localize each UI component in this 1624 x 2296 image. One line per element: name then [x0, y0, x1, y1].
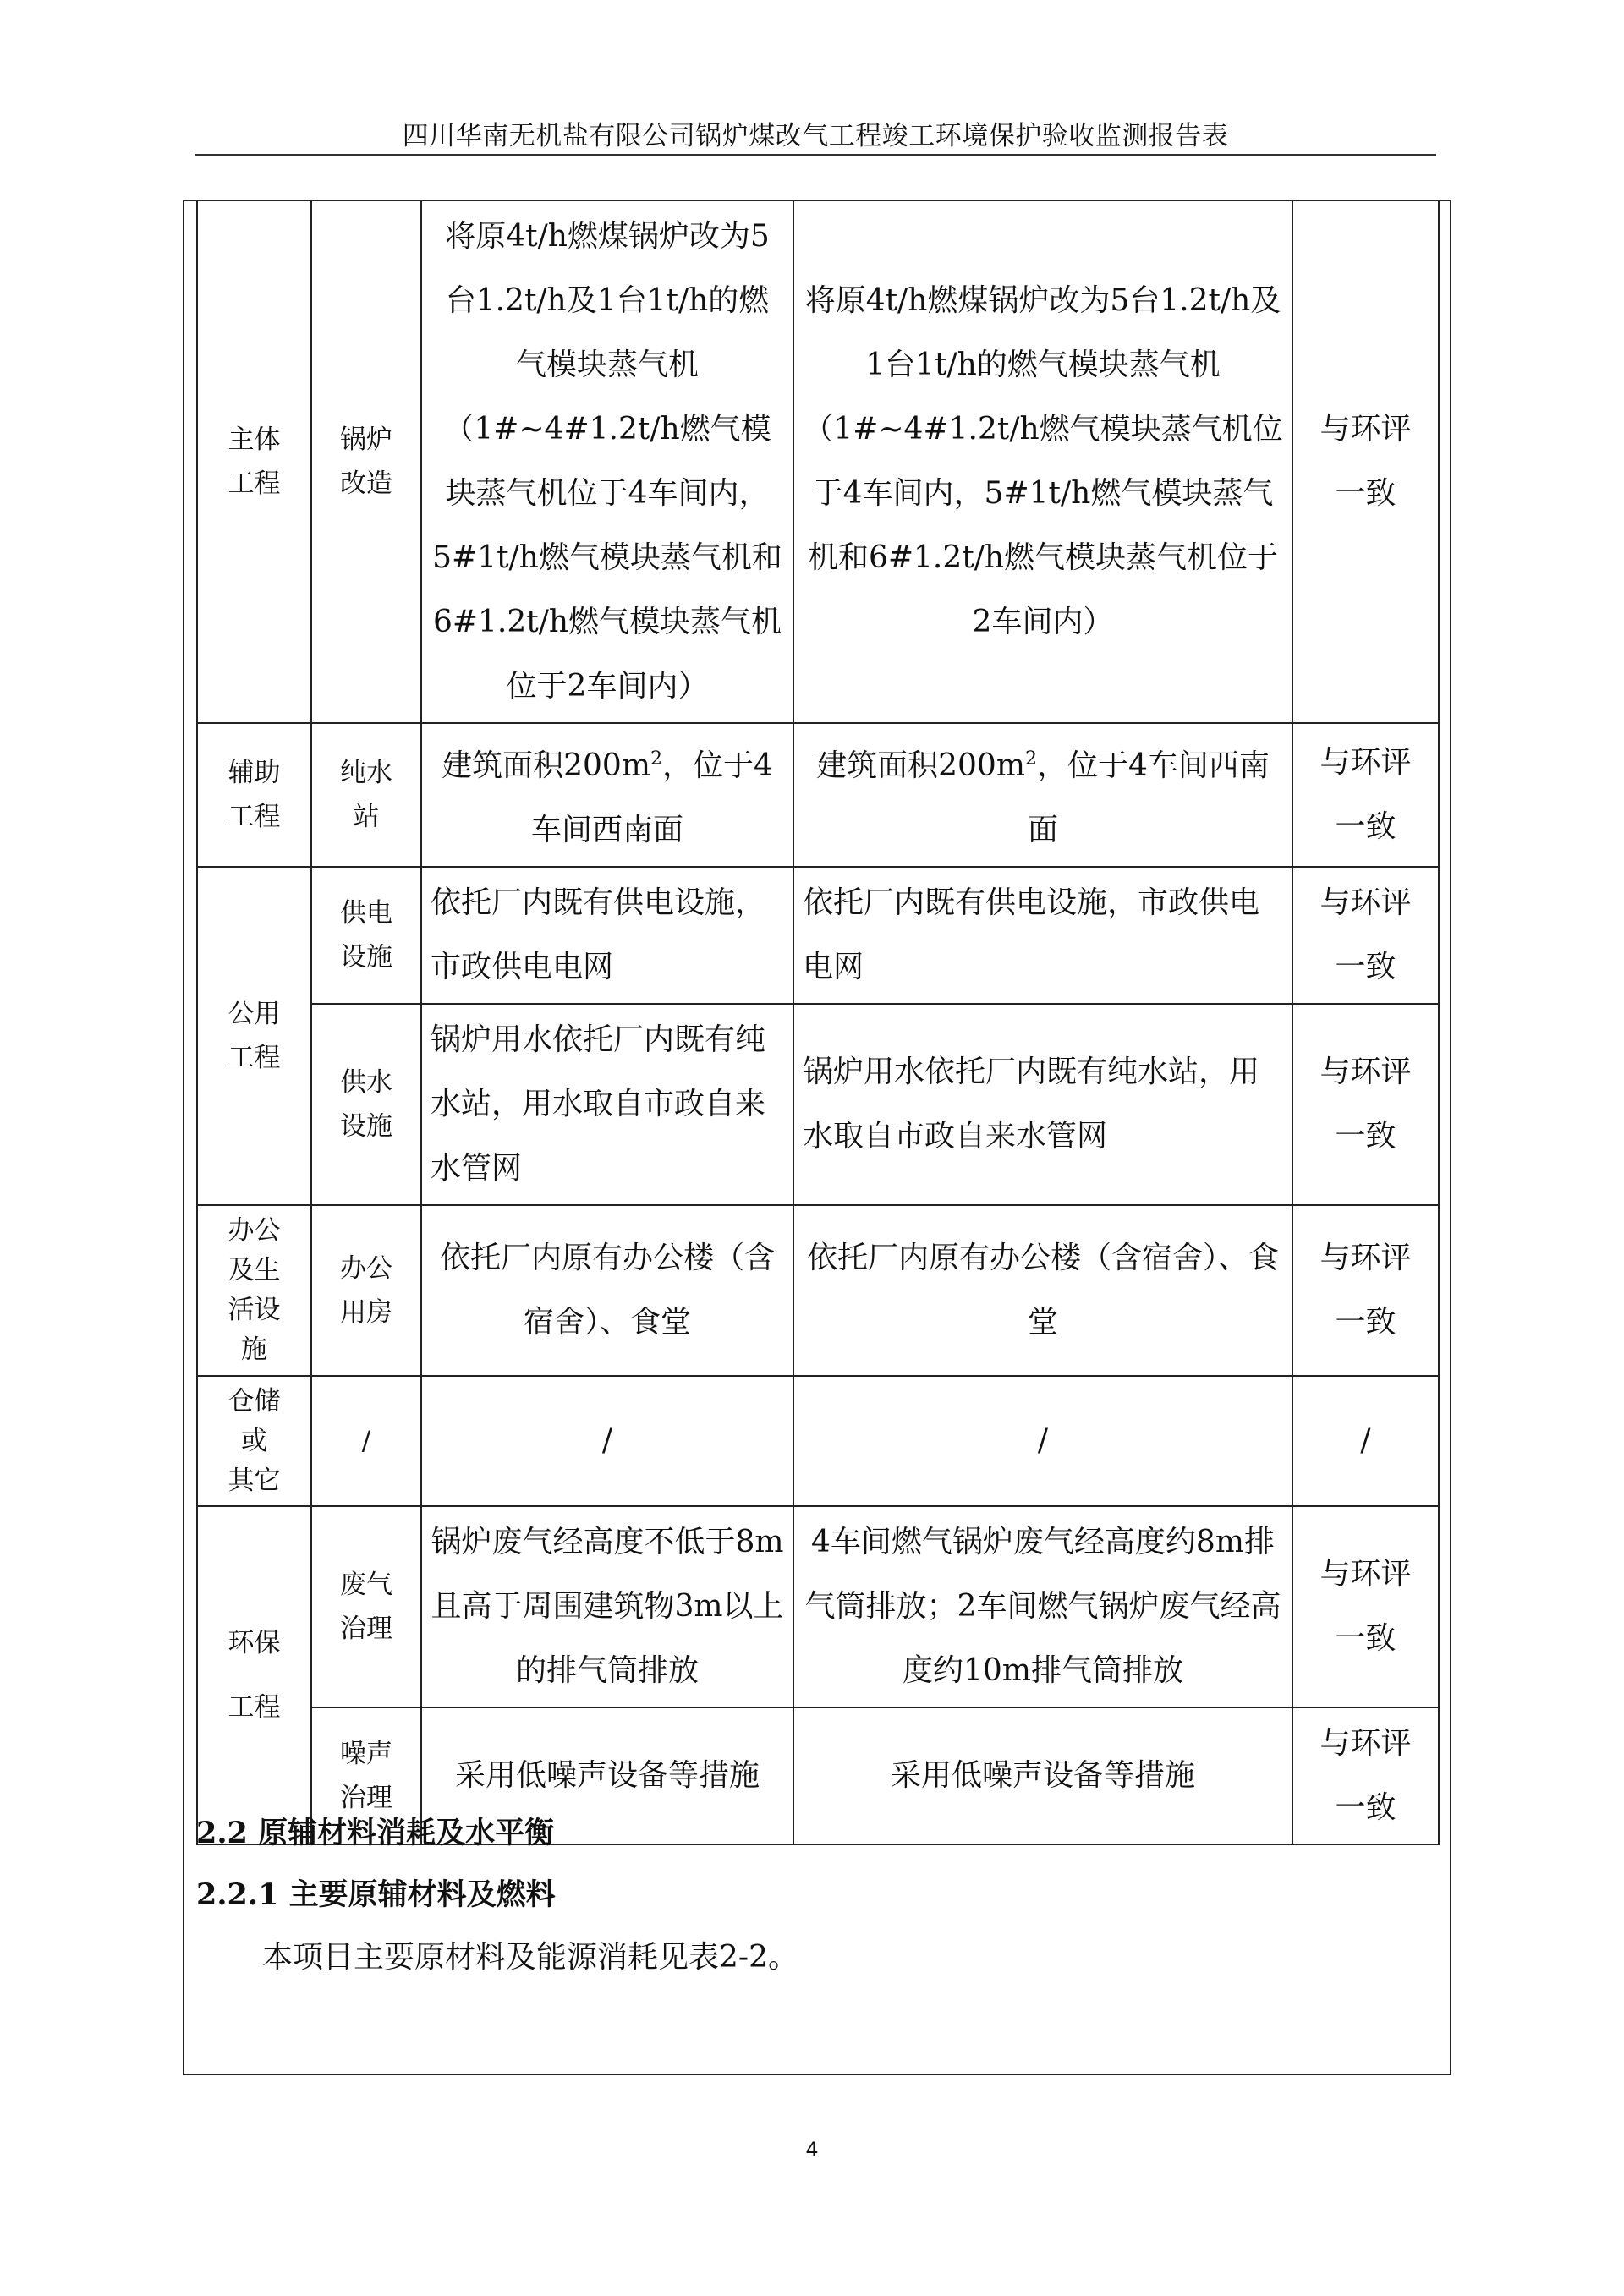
- eia-content: 依托厂内既有供电设施，市政供电电网: [431, 885, 766, 984]
- category-cell: [197, 1506, 311, 1844]
- actual-content: 依托厂内原有办公楼（含宿舍）、食堂: [806, 1241, 1279, 1340]
- eia-cell: [421, 1376, 793, 1506]
- actual-content: 采用低噪声设备等措施: [890, 1758, 1195, 1793]
- actual-cell: [793, 200, 1292, 723]
- category-cell: [197, 1205, 311, 1376]
- eia-cell: [421, 1506, 793, 1707]
- page-number: 4: [805, 2138, 819, 2162]
- note-label: 与环评 一致: [1320, 1557, 1412, 1656]
- body-paragraph: 本项目主要原材料及能源消耗见表2-2。: [262, 1940, 798, 1975]
- eia-content: 将原4t/h燃煤锅炉改为5台1.2t/h及1台1t/h的燃气模块蒸气机（1#~4#1.2t/h燃气模块蒸气机位于4车间内，5#1t/h燃气模块蒸气机和6#1.2t/h燃气模块蒸气机位于2车间内）: [432, 219, 782, 704]
- note-cell: [1292, 867, 1439, 1004]
- actual-content: ，位于4车间西南面: [1027, 748, 1270, 847]
- actual-cell: [793, 1506, 1292, 1707]
- item-cell: [311, 1004, 421, 1205]
- item-label: 废气 治理: [340, 1570, 392, 1644]
- item-label: 纯水 站: [340, 758, 392, 832]
- header-rule: [195, 154, 1436, 156]
- actual-content: 将原4t/h燃煤锅炉改为5台1.2t/h及1台1t/h的燃气模块蒸气机（1#~4#1.2t/h燃气模块蒸气机位于4车间内，5#1t/h燃气模块蒸气机和6#1.2t/h燃气模块蒸气机位于2车间内）: [803, 283, 1283, 639]
- table-row: [197, 867, 1439, 1004]
- item-label: 供水 设施: [340, 1067, 392, 1142]
- item-cell: [311, 200, 421, 723]
- eia-content: /: [601, 1423, 613, 1458]
- eia-content: 建筑面积200m: [442, 748, 650, 783]
- note-label: 与环评 一致: [1320, 1726, 1412, 1825]
- eia-cell: [421, 723, 793, 867]
- superscript-2: 2: [650, 748, 662, 770]
- category-label: 办公 及生 活设 施: [228, 1215, 281, 1365]
- page-header: 四川华南无机盐有限公司锅炉煤改气工程竣工环境保护验收监测报告表: [402, 121, 1229, 151]
- note-cell: [1292, 200, 1439, 723]
- actual-cell: [793, 723, 1292, 867]
- category-label: 主体 工程: [228, 425, 281, 499]
- actual-cell: [793, 867, 1292, 1004]
- note-cell: [1292, 1506, 1439, 1707]
- actual-content: 依托厂内既有供电设施，市政供电电网: [803, 885, 1260, 984]
- item-label: 办公 用房: [340, 1253, 392, 1328]
- item-cell: [311, 1205, 421, 1376]
- category-cell: [197, 1376, 311, 1506]
- category-label: 环保 工程: [228, 1628, 281, 1723]
- eia-content: 采用低噪声设备等措施: [454, 1758, 760, 1793]
- item-cell: [311, 723, 421, 867]
- category-label: 辅助 工程: [228, 758, 281, 832]
- note-label: 与环评 一致: [1320, 745, 1412, 844]
- note-label: 与环评 一致: [1320, 1241, 1412, 1340]
- actual-content: 4车间燃气锅炉废气经高度约8m排气筒排放；2车间燃气锅炉废气经高度约10m排气筒排放: [804, 1525, 1281, 1688]
- actual-content: /: [1037, 1423, 1049, 1458]
- actual-cell: [793, 1205, 1292, 1376]
- eia-content: 依托厂内原有办公楼（含宿舍）、食堂: [439, 1241, 775, 1340]
- note-cell: [1292, 723, 1439, 867]
- item-label: /: [361, 1426, 371, 1456]
- table-row: [197, 1506, 1439, 1707]
- actual-cell: [793, 1376, 1292, 1506]
- item-cell: [311, 867, 421, 1004]
- note-cell: [1292, 1205, 1439, 1376]
- actual-content: 锅炉用水依托厂内既有纯水站，用水取自市政自来水管网: [803, 1055, 1260, 1153]
- item-label: 锅炉 改造: [340, 425, 392, 499]
- table-row: [197, 1376, 1439, 1506]
- category-cell: [197, 200, 311, 723]
- eia-cell: [421, 1004, 793, 1205]
- note-cell: [1292, 1707, 1439, 1844]
- table-row: [197, 723, 1439, 867]
- note-label: 与环评 一致: [1320, 1055, 1412, 1153]
- category-cell: [197, 867, 311, 1205]
- superscript-2: 2: [1024, 748, 1037, 770]
- project-composition-table: [196, 200, 1440, 1845]
- actual-cell: [793, 1707, 1292, 1844]
- table-row: [197, 200, 1439, 723]
- category-label: 公用 工程: [228, 999, 281, 1073]
- section-heading-2-2: 2.2 原辅材料消耗及水平衡: [196, 1816, 555, 1850]
- table-row: [197, 1205, 1439, 1376]
- item-label: 噪声 治理: [340, 1739, 392, 1813]
- category-label: 仓储 或 其它: [228, 1385, 281, 1496]
- eia-cell: [421, 867, 793, 1004]
- note-label: 与环评 一致: [1320, 885, 1412, 984]
- actual-content: 建筑面积200m: [816, 748, 1025, 783]
- eia-content: 锅炉废气经高度不低于8m且高于周围建筑物3m以上的排气筒排放: [431, 1525, 784, 1688]
- eia-cell: [421, 200, 793, 723]
- note-cell: [1292, 1376, 1439, 1506]
- eia-cell: [421, 1205, 793, 1376]
- note-label: /: [1360, 1423, 1371, 1458]
- item-cell: [311, 1506, 421, 1707]
- category-cell: [197, 723, 311, 867]
- section-heading-2-2-1: 2.2.1 主要原辅材料及燃料: [196, 1877, 556, 1912]
- item-cell: [311, 1376, 421, 1506]
- eia-content: ，位于4车间西南面: [530, 748, 773, 847]
- table-row: [197, 1004, 1439, 1205]
- note-label: 与环评 一致: [1320, 412, 1412, 511]
- note-cell: [1292, 1004, 1439, 1205]
- item-label: 供电 设施: [340, 898, 392, 973]
- actual-cell: [793, 1004, 1292, 1205]
- eia-content: 锅炉用水依托厂内既有纯水站，用水取自市政自来水管网: [431, 1022, 766, 1186]
